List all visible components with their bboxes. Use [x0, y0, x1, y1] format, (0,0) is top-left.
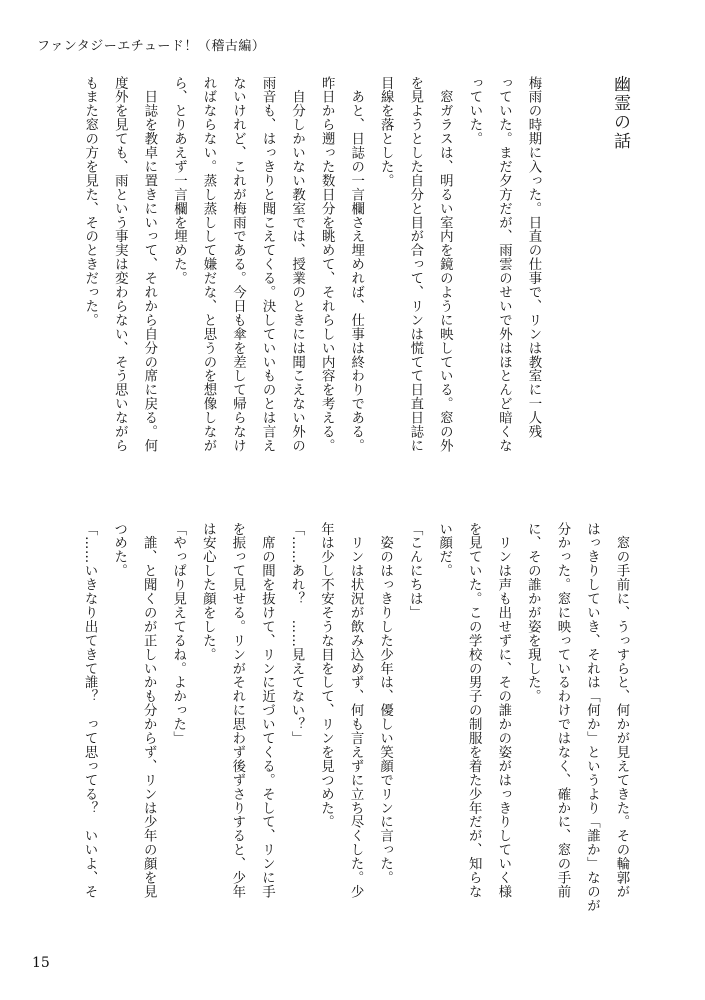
- text-column: を振って見せる。リンがそれに思わず後ずさりすると、少年: [229, 522, 245, 899]
- text-column: ら、とりあえず一言欄を埋めた。: [171, 76, 187, 286]
- text-column: つめた。: [111, 522, 127, 578]
- text-column: 窓ガラスは、明るい室内を鏡のように映している。窓の外: [437, 76, 453, 453]
- text-column: 昨日から遡った数日分を眺めて、それらしい内容を考える。: [319, 76, 335, 453]
- text-column: 年は少し不安そうな目をして、リンを見つめた。: [318, 522, 334, 829]
- text-column: 目線を落とした。: [378, 76, 394, 188]
- text-column: は安心した顔をした。: [200, 522, 216, 662]
- text-column: 姿のはっきりした少年は、優しい笑顔でリンに言った。: [377, 522, 393, 885]
- text-column: い顔だ。: [436, 522, 452, 578]
- text-column: 「……あれ？ ……見えてない？」: [288, 522, 304, 746]
- text-column: もまた窓の方を見た、そのときだった。: [82, 76, 98, 328]
- text-column: 度外を見ても、雨という事実は変わらない、そう思いながら: [112, 76, 128, 453]
- text-column: 席の間を抜けて、リンに近づいてくる。そして、リンに手: [259, 522, 275, 899]
- text-column: に、その誰かが姿を現した。: [525, 522, 541, 704]
- text-column: 梅雨の時期に入った。日直の仕事で、リンは教室に一人残: [526, 76, 541, 439]
- text-column: リンは状況が飲み込めず、何も言えずに立ち尽くした。少: [348, 522, 364, 899]
- text-column: リンは声も出せずに、その誰かの姿がはっきりしていく様: [495, 522, 511, 899]
- page-number: 15: [32, 955, 50, 971]
- text-column: 「こんにちは」: [407, 522, 423, 620]
- running-header: ファンタジーエチュード！（稽古編）: [37, 39, 266, 54]
- text-column: 「……いきなり出てきて誰？ って思ってる？ いいよ、そ: [82, 522, 98, 899]
- text-column: 雨音も、はっきりと聞こえてくる。決していいものとは言え: [260, 76, 276, 453]
- chapter-title: 幽霊の話: [610, 75, 630, 151]
- text-column: 誰、と聞くのが正しいかも分からず、リンは少年の顔を見: [141, 522, 157, 899]
- text-column: 窓の手前に、うっすらと、何かが見えてきた。その輪郭が: [614, 522, 629, 899]
- text-column: 「やっぱり見えてるね。よかった」: [170, 522, 186, 746]
- text-column: はっきりしていき、それは「何か」というより「誰か」なのが: [584, 522, 600, 913]
- text-column: っていた。まだ夕方だが、雨雲のせいで外はほとんど暗くな: [496, 76, 512, 453]
- text-column: を見ていた。この学校の男子の制服を着た少年だが、知らな: [466, 522, 482, 899]
- text-column: ればならない。蒸し蒸しして嫌だな、と思うのを想像しなが: [200, 76, 216, 453]
- text-column: 自分しかいない教室では、授業のときには聞こえない外の: [289, 76, 305, 453]
- text-column: を見ようとした自分と目が合って、リンは慌てて日直日誌に: [407, 76, 423, 453]
- text-column: あと、日誌の一言欄さえ埋めれば、仕事は終わりである。: [348, 76, 364, 453]
- text-column: ないけれど、これが梅雨である。今日も傘を差して帰らなけ: [230, 76, 246, 453]
- text-column: 分かった。窓に映っているわけではなく、確かに、窓の手前: [554, 522, 570, 899]
- text-column: っていた。: [466, 76, 482, 146]
- text-column: 日誌を教卓に置きにいって、それから自分の席に戻る。何: [141, 76, 157, 453]
